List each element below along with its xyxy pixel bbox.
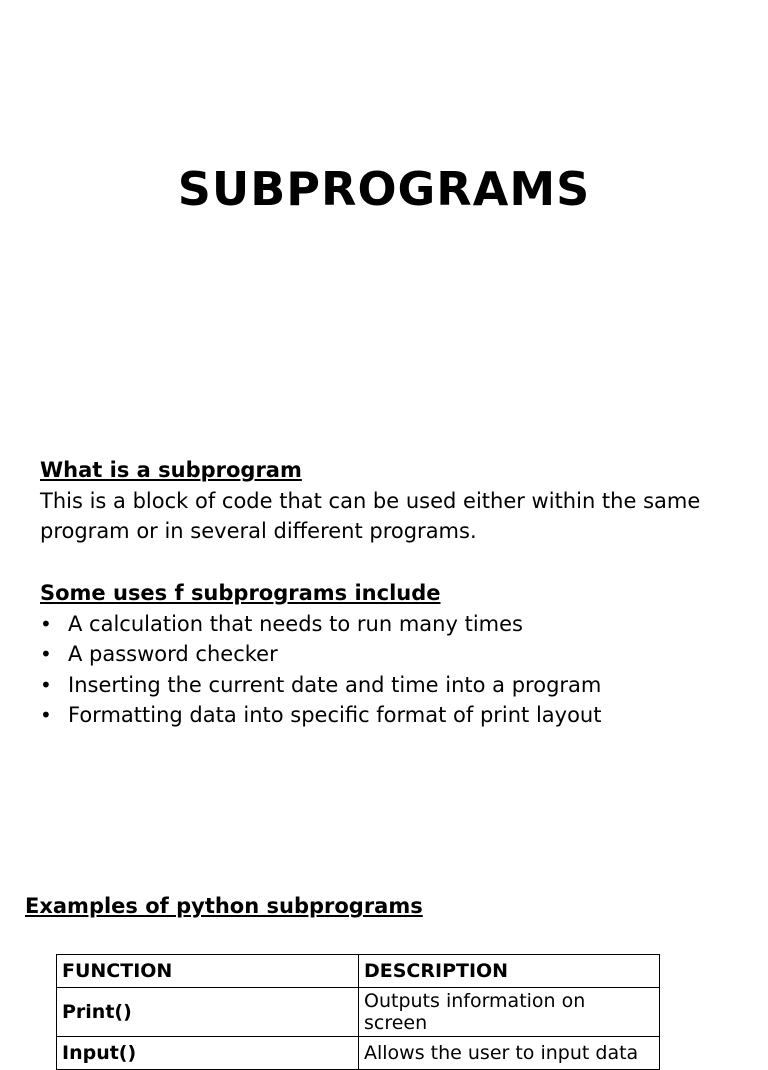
- table-header-row: [57, 955, 660, 988]
- python-subprograms-table: [56, 954, 660, 1070]
- table-row: [57, 1037, 660, 1070]
- list-item-text: A password checker: [68, 642, 278, 666]
- bullet-icon: •: [40, 642, 52, 666]
- examples-heading: Examples of python subprograms: [25, 894, 423, 918]
- definition-line-2: program or in several different programs.: [40, 519, 477, 543]
- list-item-text: Formatting data into specific format of print layout: [68, 703, 602, 727]
- bullet-icon: •: [40, 703, 52, 727]
- list-item: [40, 700, 740, 731]
- list-item: [40, 639, 740, 670]
- definition-heading: What is a subprogram: [40, 458, 302, 482]
- table-header-function: FUNCTION: [57, 955, 359, 988]
- table-header-description: DESCRIPTION: [359, 955, 660, 988]
- subprogram-uses-section: [40, 578, 740, 731]
- table-cell-description: Outputs information on screen: [359, 988, 660, 1037]
- subprogram-definition-section: [40, 455, 740, 547]
- uses-list: [40, 609, 740, 731]
- bullet-icon: •: [40, 672, 52, 697]
- list-item: [40, 609, 740, 640]
- page-title: SUBPROGRAMS: [177, 162, 591, 216]
- bullet-icon: •: [40, 611, 52, 636]
- list-item: [40, 670, 740, 701]
- table-cell-description: Allows the user to input data: [359, 1037, 660, 1070]
- definition-line-1: This is a block of code that can be used either within the same: [40, 488, 701, 513]
- table-cell-function: Print(): [57, 988, 359, 1037]
- list-item-text: Inserting the current date and time into a program: [68, 672, 602, 697]
- uses-heading: Some uses f subprograms include: [40, 581, 441, 605]
- list-item-text: A calculation that needs to run many times: [68, 611, 523, 636]
- table-cell-function: Input(): [57, 1037, 359, 1070]
- table-row: [57, 988, 660, 1037]
